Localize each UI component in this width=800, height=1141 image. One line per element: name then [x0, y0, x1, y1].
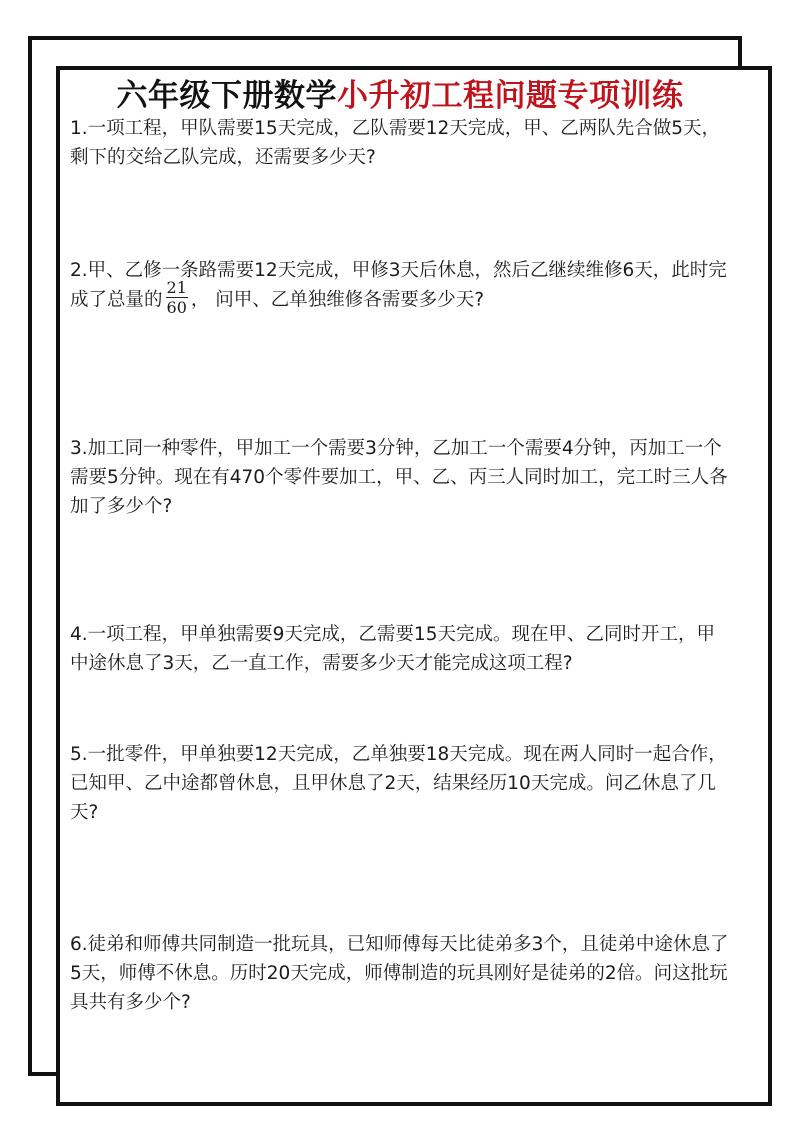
fraction: [166, 279, 188, 316]
fraction-denominator: 60: [166, 298, 187, 317]
question-1: 1.一项工程，甲队需要15天完成，乙队需要12天完成，甲、乙两队先合做5天，剩下的交给乙队完成，还需要多少天?: [70, 118, 721, 168]
question-6: 6.徒弟和师傅共同制造一批玩具，已知师傅每天比徒弟多3个，且徒弟中途休息了5天，师傅不休息。历时20天完成，师傅制造的玩具刚好是徒弟的2倍。问这批玩具共有多少个?: [70, 934, 729, 1013]
fraction-numerator: 21: [166, 278, 187, 297]
worksheet-title: [0, 74, 800, 118]
question-3: 3.加工同一种零件，甲加工一个需要3分钟，乙加工一个需要4分钟，丙加工一个需要5分钟。现在有470个零件要加工，甲、乙、丙三人同时加工，完工时三人各加了多少个?: [70, 438, 728, 517]
question-2: [70, 256, 730, 316]
question-2-text-before: 2.甲、乙修一条路需要12天完成，甲修3天后休息，然后乙继续维修6天，此时完成了总量的: [70, 260, 727, 311]
question-5: 5.一批零件，甲单独要12天完成，乙单独要18天完成。现在两人同时一起合作，已知甲、乙中途都曾休息，且甲休息了2天，结果经历10天完成。问乙休息了几天?: [70, 744, 727, 823]
question-2-text-after: ， 问甲、乙单独维修各需要多少天?: [190, 289, 485, 311]
title-grade-part: 六年级下册数学: [116, 78, 337, 114]
question-4: 4.一项工程，甲单独需要9天完成，乙需要15天完成。现在甲、乙同时开工，甲中途休息了3天，乙一直工作，需要多少天才能完成这项工程?: [70, 624, 715, 674]
title-topic-part: 小升初工程问题专项训练: [337, 78, 684, 114]
